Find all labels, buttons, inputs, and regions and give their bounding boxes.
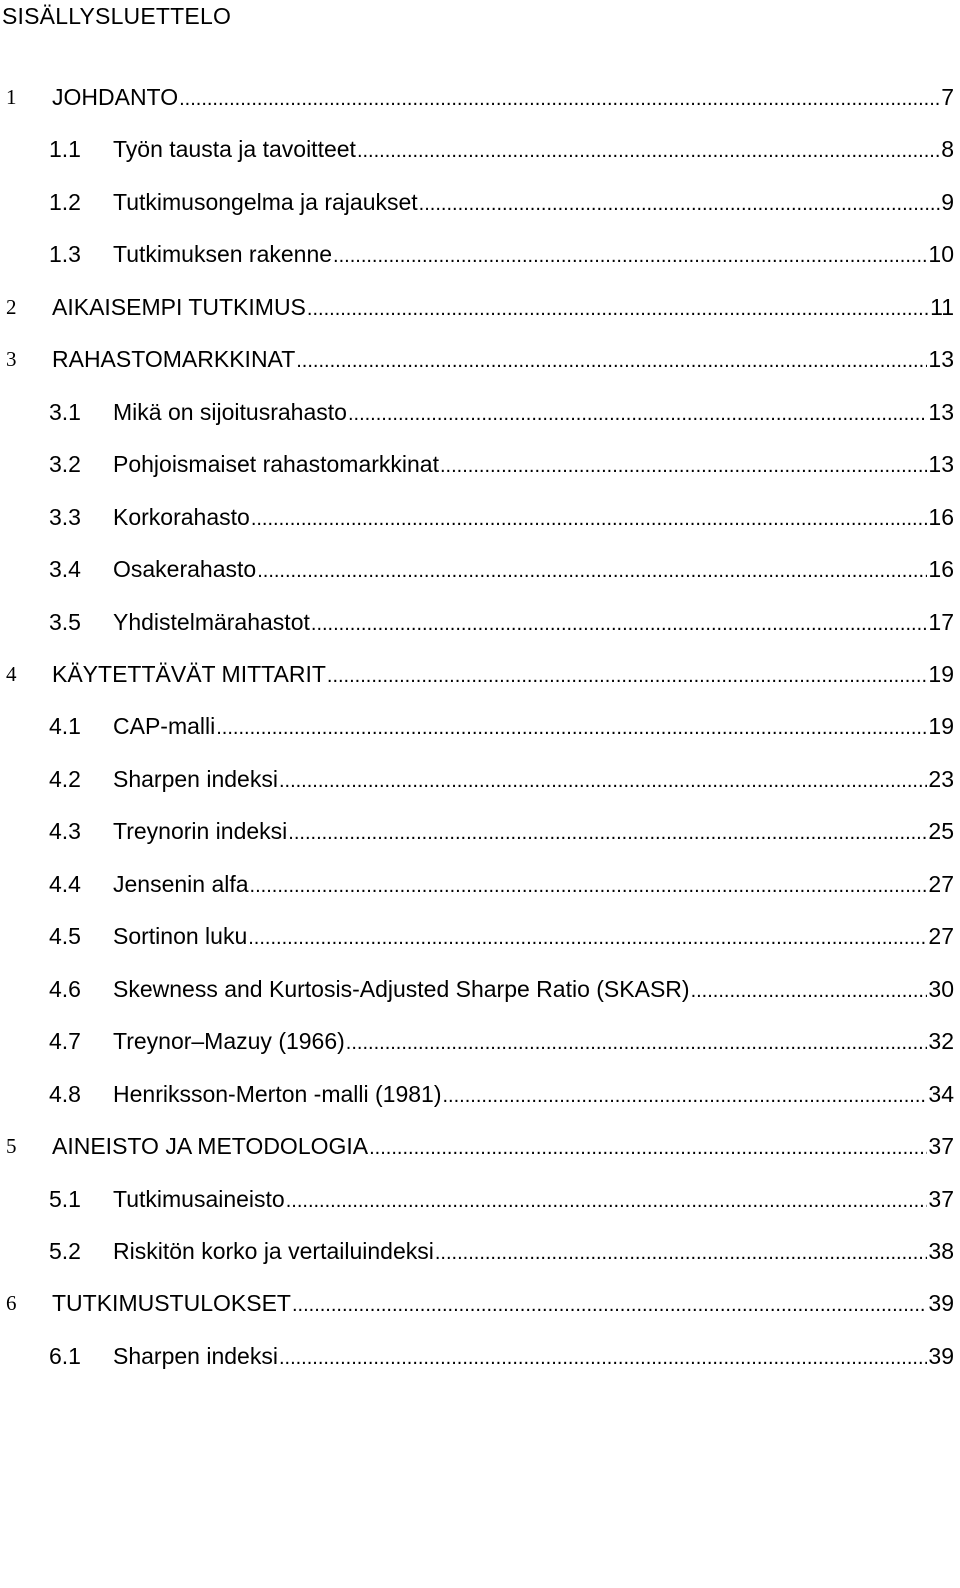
dot-leader [296,347,927,375]
toc-entry-number: 4.2 [49,765,81,792]
toc-entry-line [52,345,954,375]
toc-entry-line [113,450,954,480]
toc-entry-number: 4.1 [49,713,81,740]
toc-entry-number: 1.3 [49,241,81,268]
toc-entry[interactable] [0,1185,960,1213]
toc-entry[interactable] [0,555,960,583]
toc-entry-label: AINEISTO JA METODOLOGIA [52,1133,369,1159]
toc-entry-label: Treynor–Mazuy (1966) [113,1028,345,1055]
dot-leader [333,242,927,270]
toc-entry-line [113,817,954,847]
toc-entry-label: Riskitön korko ja vertailuindeksi [113,1237,434,1264]
toc-entry[interactable] [0,608,960,636]
toc-entry-page: 11 [930,293,954,320]
toc-entry-line [113,1342,954,1372]
dot-leader [248,924,927,952]
toc-entry-number: 4.4 [49,870,81,897]
toc-entry-number: 3.2 [49,451,81,478]
toc-entry-page: 37 [928,1185,954,1212]
toc-entry-number: 3.4 [49,556,81,582]
toc-entry-number: 5 [6,1134,17,1158]
toc-entry-number: 4.5 [49,923,81,950]
toc-title: SISÄLLYSLUETTELO [2,3,232,29]
toc-entry-page: 27 [928,923,954,950]
toc-entry-number: 4 [6,662,17,686]
toc-entry-page: 16 [928,503,954,530]
toc-entry-number: 4.6 [49,975,81,1002]
toc-entry-page: 39 [928,1342,954,1369]
toc-entry-label: Yhdistelmärahastot [113,608,310,635]
dot-leader [251,505,928,533]
toc-entry-number: 3.1 [49,398,81,425]
toc-entry-number: 4.3 [49,818,81,845]
toc-entry-label: Korkorahasto [113,503,250,530]
toc-entry[interactable] [0,975,960,1003]
toc-entry-label: CAP-malli [113,713,216,740]
toc-entry[interactable] [0,503,960,531]
toc-entry-line [113,135,954,165]
dot-leader [348,400,927,428]
toc-entry-line [52,660,954,690]
toc-entry-page: 25 [928,818,954,845]
dot-leader [286,1187,928,1215]
toc-entry-line [113,870,954,900]
dot-leader [691,977,928,1005]
toc-entry-number: 3.3 [49,503,81,530]
toc-entry-line [113,1080,954,1110]
toc-entry-page: 8 [941,136,954,163]
toc-entry-line [113,922,954,952]
toc-entry-page: 7 [941,84,954,110]
dot-leader [216,714,927,742]
toc-entry-label: RAHASTOMARKKINAT [52,346,296,373]
toc-entry[interactable] [0,240,960,268]
dot-leader [279,767,927,795]
toc-entry-line [113,975,954,1005]
dot-leader [250,872,928,900]
toc-entry-number: 4.7 [49,1028,81,1055]
toc-entry-label: Pohjoismaiset rahastomarkkinat [113,451,439,478]
toc-entry-page: 37 [928,1133,954,1159]
toc-entry[interactable] [0,1289,960,1317]
toc-entry-number: 2 [6,294,17,319]
toc-entry-label: Tutkimusongelma ja rajaukset [113,188,418,215]
toc-entry-page: 19 [928,661,954,687]
dot-leader [419,190,941,218]
toc-entry-label: AIKAISEMPI TUTKIMUS [52,293,306,320]
toc-entry-number: 1.2 [49,188,81,215]
toc-entry-number: 6.1 [49,1342,81,1369]
dot-leader [346,1029,928,1057]
toc-entry[interactable] [0,345,960,373]
toc-entry-label: Sortinon luku [113,923,248,950]
toc-entry-page: 13 [928,451,954,478]
toc-entry-line [113,1185,954,1215]
toc-entry-label: Työn tausta ja tavoitteet [113,136,356,163]
toc-entry-label: Mikä on sijoitusrahasto [113,398,347,425]
dot-leader [357,137,940,165]
toc-entry-number: 1.1 [49,136,81,163]
toc-entry-line [52,293,954,323]
toc-entry-label: JOHDANTO [52,84,179,110]
dot-leader [327,662,928,690]
toc-entry[interactable] [0,1237,960,1265]
dot-leader [257,557,927,585]
dot-leader [279,1344,927,1372]
toc-entry[interactable] [0,188,960,216]
toc-entry[interactable] [0,1027,960,1055]
toc-entry-page: 32 [928,1028,954,1055]
dot-leader [307,295,929,323]
dot-leader [369,1134,927,1162]
dot-leader [311,610,928,638]
toc-entry-label: Tutkimusaineisto [113,1185,285,1212]
toc-entry-label: Treynorin indeksi [113,818,288,845]
toc-entry-label: Osakerahasto [113,556,257,582]
dot-leader [435,1239,928,1267]
toc-entry-page: 16 [928,556,954,582]
toc-entry-number: 6 [6,1291,17,1316]
toc-entry-label: Jensenin alfa [113,870,249,897]
toc-entry-number: 3.5 [49,608,81,635]
toc-entry-label: Tutkimuksen rakenne [113,241,333,268]
toc-entry-page: 17 [928,608,954,635]
toc-entry-page: 39 [928,1290,954,1317]
toc-entry-line [113,188,954,218]
toc-entry-page: 27 [928,870,954,897]
toc-entry-page: 10 [928,241,954,268]
toc-entry-line [52,83,954,113]
toc-entry-page: 13 [928,398,954,425]
toc-entry-line [52,1289,954,1319]
toc-entry[interactable] [0,398,960,426]
dot-leader [288,819,927,847]
toc-entry[interactable] [0,1342,960,1370]
toc-entry[interactable] [0,817,960,845]
toc-entry-label: TUTKIMUSTULOKSET [52,1290,291,1317]
dot-leader [440,452,927,480]
toc-entry[interactable] [0,135,960,163]
toc-entry[interactable] [0,870,960,898]
toc-entry[interactable] [0,83,960,111]
toc-entry[interactable] [0,1080,960,1108]
toc-entry-line [113,503,954,533]
toc-entry-line [113,712,954,742]
toc-entry[interactable] [0,922,960,950]
toc-entry-page: 19 [928,713,954,740]
toc-entry-line [113,765,954,795]
toc-entry[interactable] [0,450,960,478]
dot-leader [179,85,940,113]
toc-entry-number: 3 [6,347,17,372]
toc-entry-line [113,1027,954,1057]
toc-entry-page: 30 [928,975,954,1002]
toc-entry-number: 1 [6,85,17,109]
toc-entry-number: 5.2 [49,1237,81,1264]
toc-entry[interactable] [0,293,960,321]
toc-entry-line [113,398,954,428]
toc-entry[interactable] [0,765,960,793]
toc-entry-line [113,555,954,585]
toc-entry-page: 34 [928,1080,954,1107]
toc-entry-page: 13 [928,346,954,373]
toc-entry[interactable] [0,712,960,740]
toc-entry-line [113,240,954,270]
toc-entry-page: 23 [928,765,954,792]
dot-leader [292,1291,927,1319]
toc-entry-label: Henriksson-Merton -malli (1981) [113,1080,442,1107]
toc-entry-label: KÄYTETTÄVÄT MITTARIT [52,661,326,687]
toc-entry-line [113,1237,954,1267]
toc-entry-line [113,608,954,638]
dot-leader [443,1082,928,1110]
toc-entry[interactable] [0,660,960,688]
toc-entry-label: Sharpen indeksi [113,1342,278,1369]
toc-entry[interactable] [0,1132,960,1160]
toc-entry-page: 9 [941,188,954,215]
toc-entry-line [52,1132,954,1162]
toc-entry-label: Skewness and Kurtosis-Adjusted Sharpe Ratio (SKASR) [113,975,690,1002]
toc-entry-label: Sharpen indeksi [113,765,278,792]
toc-entry-number: 4.8 [49,1080,81,1107]
toc-entry-page: 38 [928,1237,954,1264]
toc-entry-number: 5.1 [49,1185,81,1212]
